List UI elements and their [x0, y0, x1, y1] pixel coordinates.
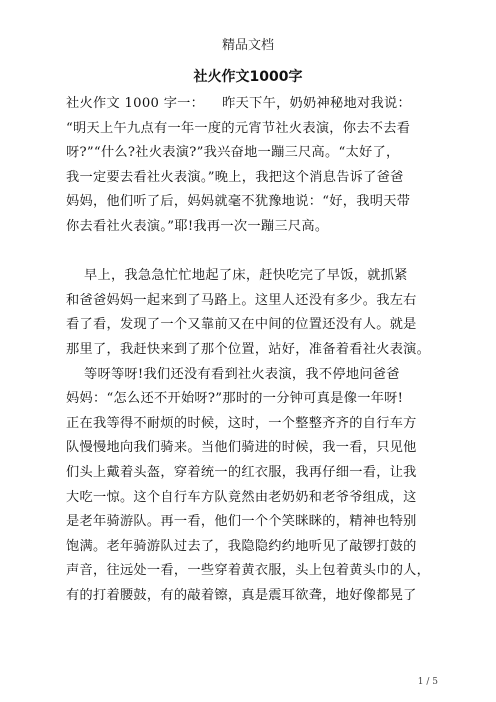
paragraph-gap: [66, 240, 436, 265]
text-line: 大吃一惊。这个自行车方队竟然由老奶奶和老爷爷组成，这: [66, 489, 417, 505]
text-line: 那里了，我赶快来到了那个位置，站好，准备着看社火表演。: [66, 341, 431, 357]
text-line: “明天上午九点有一年一度的元宵节社火表演，你去不去看: [66, 120, 411, 136]
page-header: 精品文档: [221, 38, 274, 53]
body-text: [66, 92, 436, 608]
text-line: 正在我等得不耐烦的时候，这时，一个整整齐齐的自行车方: [66, 415, 417, 431]
text-line: 妈妈：“怎么还不开始呀?”那时的一分钟可真是像一年呀!: [66, 391, 404, 407]
document-title: 社火作文1000字: [193, 69, 303, 85]
text-line: 饱满。老年骑游队过去了，我隐隐约约地听见了敲锣打鼓的: [66, 538, 417, 554]
text-line: 你去看社火表演。”耶!我再一次一蹦三尺高。: [66, 218, 329, 234]
text-line: 们头上戴着头盔，穿着统一的红衣服，我再仔细一看，让我: [66, 464, 417, 480]
text-line: 声音，往远处一看，一些穿着黄衣服，头上包着黄头巾的人，: [66, 563, 431, 579]
paragraph-3: [66, 363, 436, 609]
paragraph-1: [66, 92, 436, 240]
text-line: 我一定要去看社火表演。”晚上，我把这个消息告诉了爸爸: [66, 169, 404, 185]
text-line: 看了看，发现了一个又靠前又在中间的位置还没有人。就是: [66, 317, 417, 333]
text-line: 呀?”“什么?社火表演?”我兴奋地一蹦三尺高。“太好了，: [66, 145, 400, 161]
text-line: 妈妈，他们听了后，妈妈就毫不犹豫地说：“好，我明天带: [66, 194, 411, 210]
text-line: 和爸爸妈妈一起来到了马路上。这里人还没有多少。我左右: [66, 292, 417, 308]
paragraph-2: [66, 264, 436, 362]
text-line: 队慢慢地向我们骑来。当他们骑进的时候，我一看，只见他: [66, 440, 417, 456]
text-line: 等呀等呀!我们还没有看到社火表演，我不停地问爸爸: [66, 366, 400, 382]
text-line: 社火作文 1000 字一： 昨天下午，奶奶神秘地对我说：: [66, 96, 411, 111]
text-line: 有的打着腰鼓，有的敲着镲，真是震耳欲聋，地好像都晃了: [66, 587, 417, 603]
text-line: 是老年骑游队。再一看，他们一个个笑眯眯的，精神也特别: [66, 514, 417, 530]
text-line: 早上，我急急忙忙地起了床，赶快吃完了早饭，就抓紧: [66, 268, 408, 284]
page-number: 1 / 5: [417, 677, 438, 687]
